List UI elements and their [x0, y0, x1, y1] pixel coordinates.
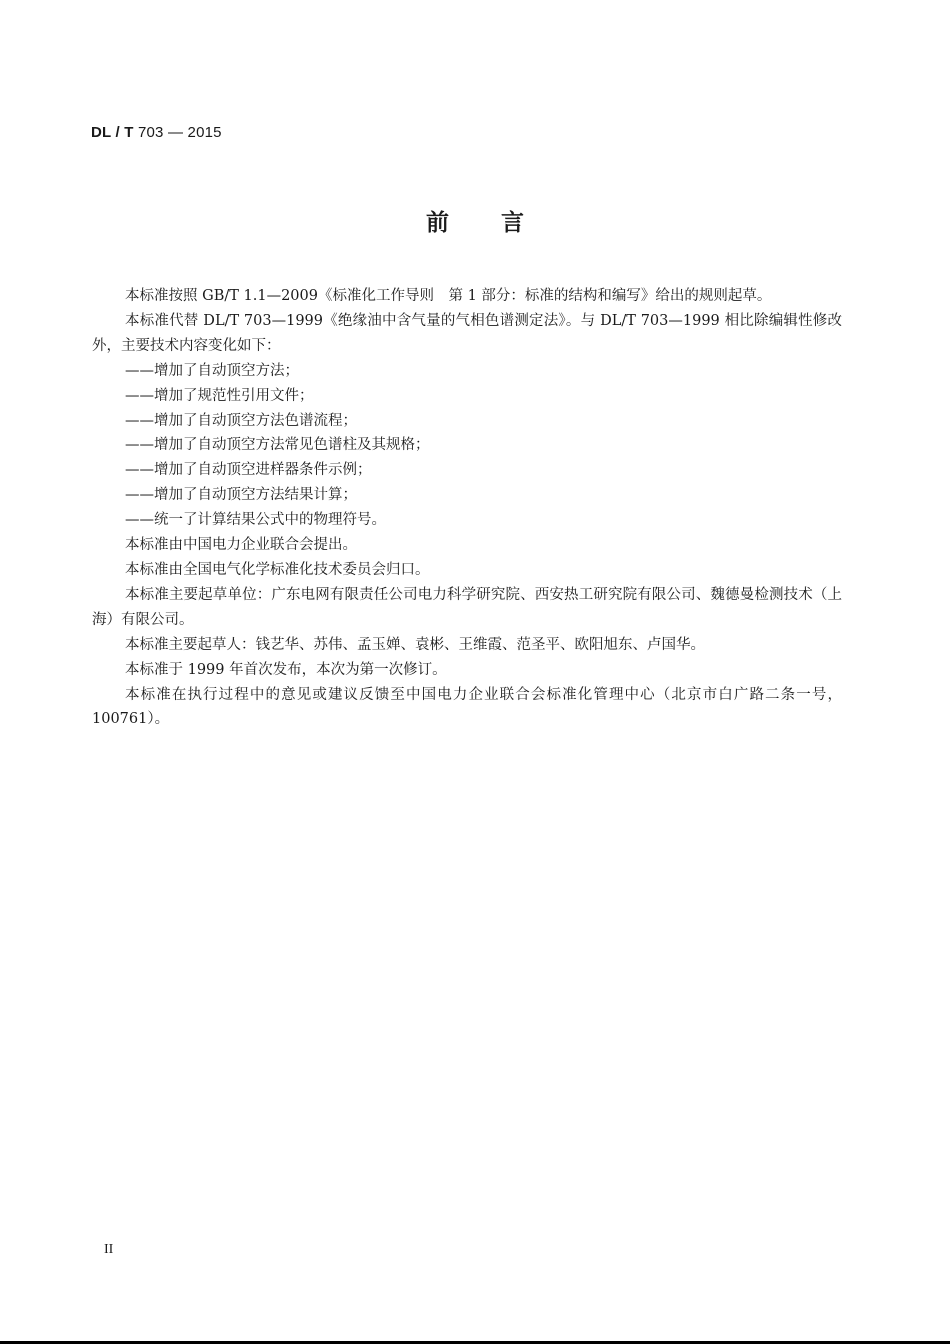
- standard-code-number: 703 — 2015: [133, 124, 222, 141]
- paragraph-proposer: 本标准由中国电力企业联合会提出。: [125, 537, 357, 554]
- paragraph-drafters: 本标准主要起草人：钱艺华、苏伟、孟玉婵、袁彬、王维霞、范圣平、欧阳旭东、卢国华。: [125, 636, 705, 653]
- list-item: ——增加了规范性引用文件；: [125, 387, 314, 404]
- paragraph-history: 本标准于 1999 年首次发布，本次为第一次修订。: [125, 661, 447, 678]
- paragraph-drafting-rules: 本标准按照 GB/T 1.1—2009《标准化工作导则 第 1 部分：标准的结构和编写》给出的规则起草。: [125, 288, 772, 304]
- paragraph-committee: 本标准由全国电气化学标准化技术委员会归口。: [125, 561, 430, 578]
- standard-code: [91, 124, 222, 141]
- paragraph-replacement: 本标准代替 DL/T 703—1999《绝缘油中含气量的气相色谱测定法》。与 DL/T 703—1999 相比除编辑性修改外，主要技术内容变化如下：: [92, 312, 842, 354]
- page-title: 前言: [426, 210, 576, 236]
- paragraph-feedback: 本标准在执行过程中的意见或建议反馈至中国电力企业联合会标准化管理中心（北京市白广路二条一号，100761）。: [92, 686, 842, 728]
- list-item: ——增加了自动顶空方法结果计算；: [125, 487, 357, 504]
- list-item: ——增加了自动顶空方法；: [125, 362, 299, 379]
- paragraph-drafting-units: 本标准主要起草单位：广东电网有限责任公司电力科学研究院、西安热工研究院有限公司、魏德曼检测技术（上海）有限公司。: [92, 586, 842, 628]
- foreword-body: [92, 284, 842, 732]
- list-item: ——统一了计算结果公式中的物理符号。: [125, 512, 386, 529]
- standard-code-prefix: DL / T: [91, 124, 134, 141]
- list-item: ——增加了自动顶空进样器条件示例；: [125, 462, 372, 479]
- list-item: ——增加了自动顶空方法色谱流程；: [125, 412, 357, 429]
- page-number: II: [104, 1242, 114, 1257]
- list-item: ——增加了自动顶空方法常见色谱柱及其规格；: [125, 437, 430, 454]
